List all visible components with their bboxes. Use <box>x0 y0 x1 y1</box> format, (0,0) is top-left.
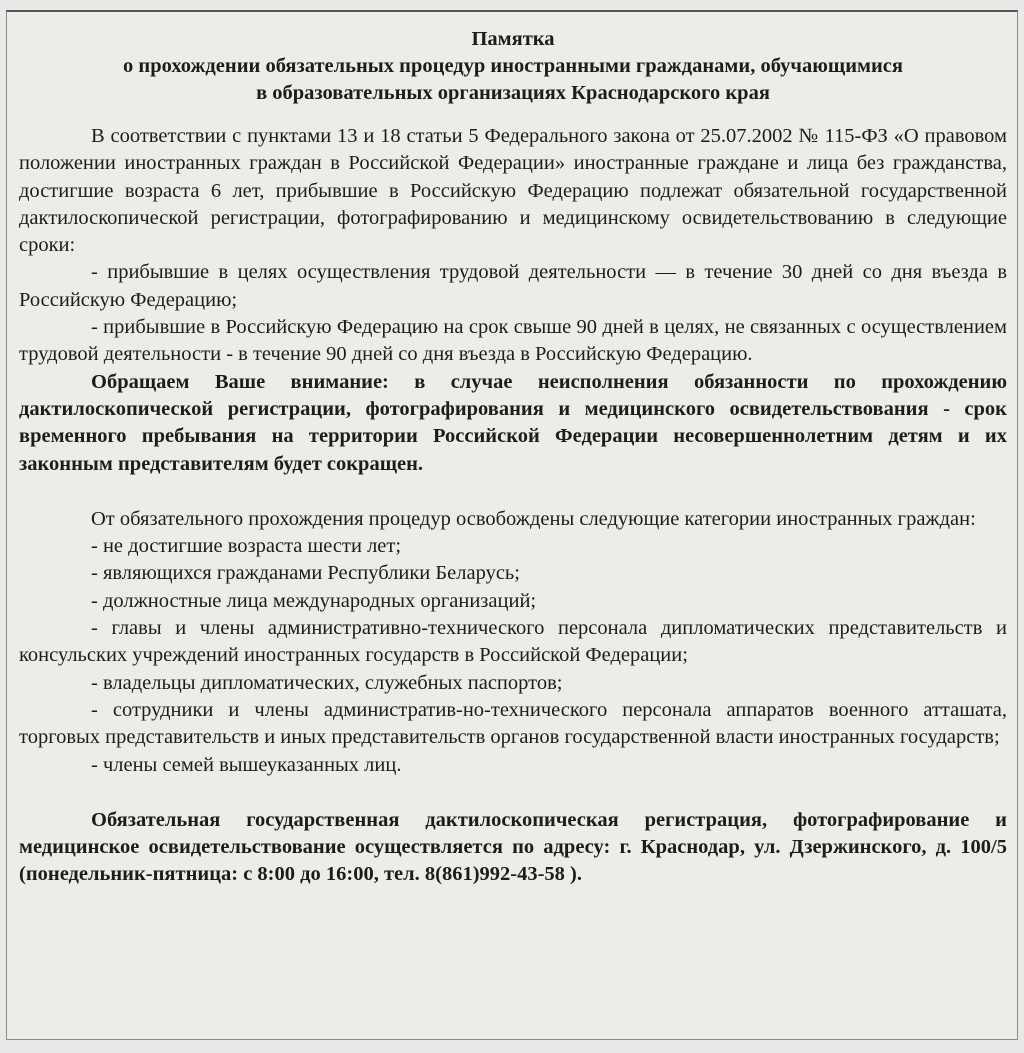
exempt-item: - должностные лица международных организаций; <box>91 589 537 612</box>
document-subtitle-line1: о прохождении обязательных процедур иностранными гражданами, обучающимися <box>123 55 903 77</box>
exempt-item: - члены семей вышеуказанных лиц. <box>91 753 402 776</box>
document-page <box>6 10 1018 1040</box>
document-content <box>19 26 1007 889</box>
address-paragraph: Обязательная государственная дактилоскопическая регистрация, фотографирование и медицинское освидетельствование осуществляется по адресу: г. Краснодар, ул. Дзержинского, д. 100/5 (понедельник-пятница: с 8:00 до 16:00, тел. 8(861)992-43-58 ). <box>19 808 1007 886</box>
deadline-item: - прибывшие в целях осуществления трудовой деятельности — в течение 30 дней со дня въезда в Российскую Федерацию; <box>19 261 1007 311</box>
exempt-item: - владельцы дипломатических, служебных паспортов; <box>91 671 563 694</box>
deadline-item: - прибывшие в Российскую Федерацию на срок свыше 90 дней в целях, не связанных с осуществлением трудовой деятельности - в течение 90 дней со дня въезда в Российскую Федерацию. <box>19 316 1007 366</box>
warning-paragraph: Обращаем Ваше внимание: в случае неисполнения обязанности по прохождению дактилоскопической регистрации, фотографирования и медицинского освидетельствования - срок временного пребывания на территории Российской Федерации несовершеннолетним детям и их законным представителям будет сокращен. <box>19 370 1007 475</box>
intro-paragraph: В соответствии с пунктами 13 и 18 статьи 5 Федерального закона от 25.07.2002 № 115-ФЗ «О правовом положении иностранных граждан в Российской Федерации» иностранные граждане и лица без гражданства, достигшие возраста 6 лет, прибывшие в Российскую Федерацию подлежат обязательной государственной дактилоскопической регистрации, фотографированию и медицинскому освидетельствованию в следующие сроки: <box>19 125 1007 257</box>
document-title: Памятка <box>471 28 555 50</box>
exempt-item: - главы и члены административно-технического персонала дипломатических представительств и консульских учреждений иностранных государств в Российской Федерации; <box>19 617 1007 667</box>
exempt-item: - не достигшие возраста шести лет; <box>91 535 402 558</box>
exempt-intro: От обязательного прохождения процедур освобождены следующие категории иностранных граждан: <box>91 507 976 530</box>
exempt-item: - являющихся гражданами Республики Беларусь; <box>91 562 520 585</box>
document-subtitle-line2: в образовательных организациях Краснодарского края <box>256 82 770 104</box>
exempt-item: - сотрудники и члены административ-но-технического персонала аппаратов военного атташата, торговых представительств и иных представительств органов государственной власти иностранных государств; <box>19 698 1007 749</box>
